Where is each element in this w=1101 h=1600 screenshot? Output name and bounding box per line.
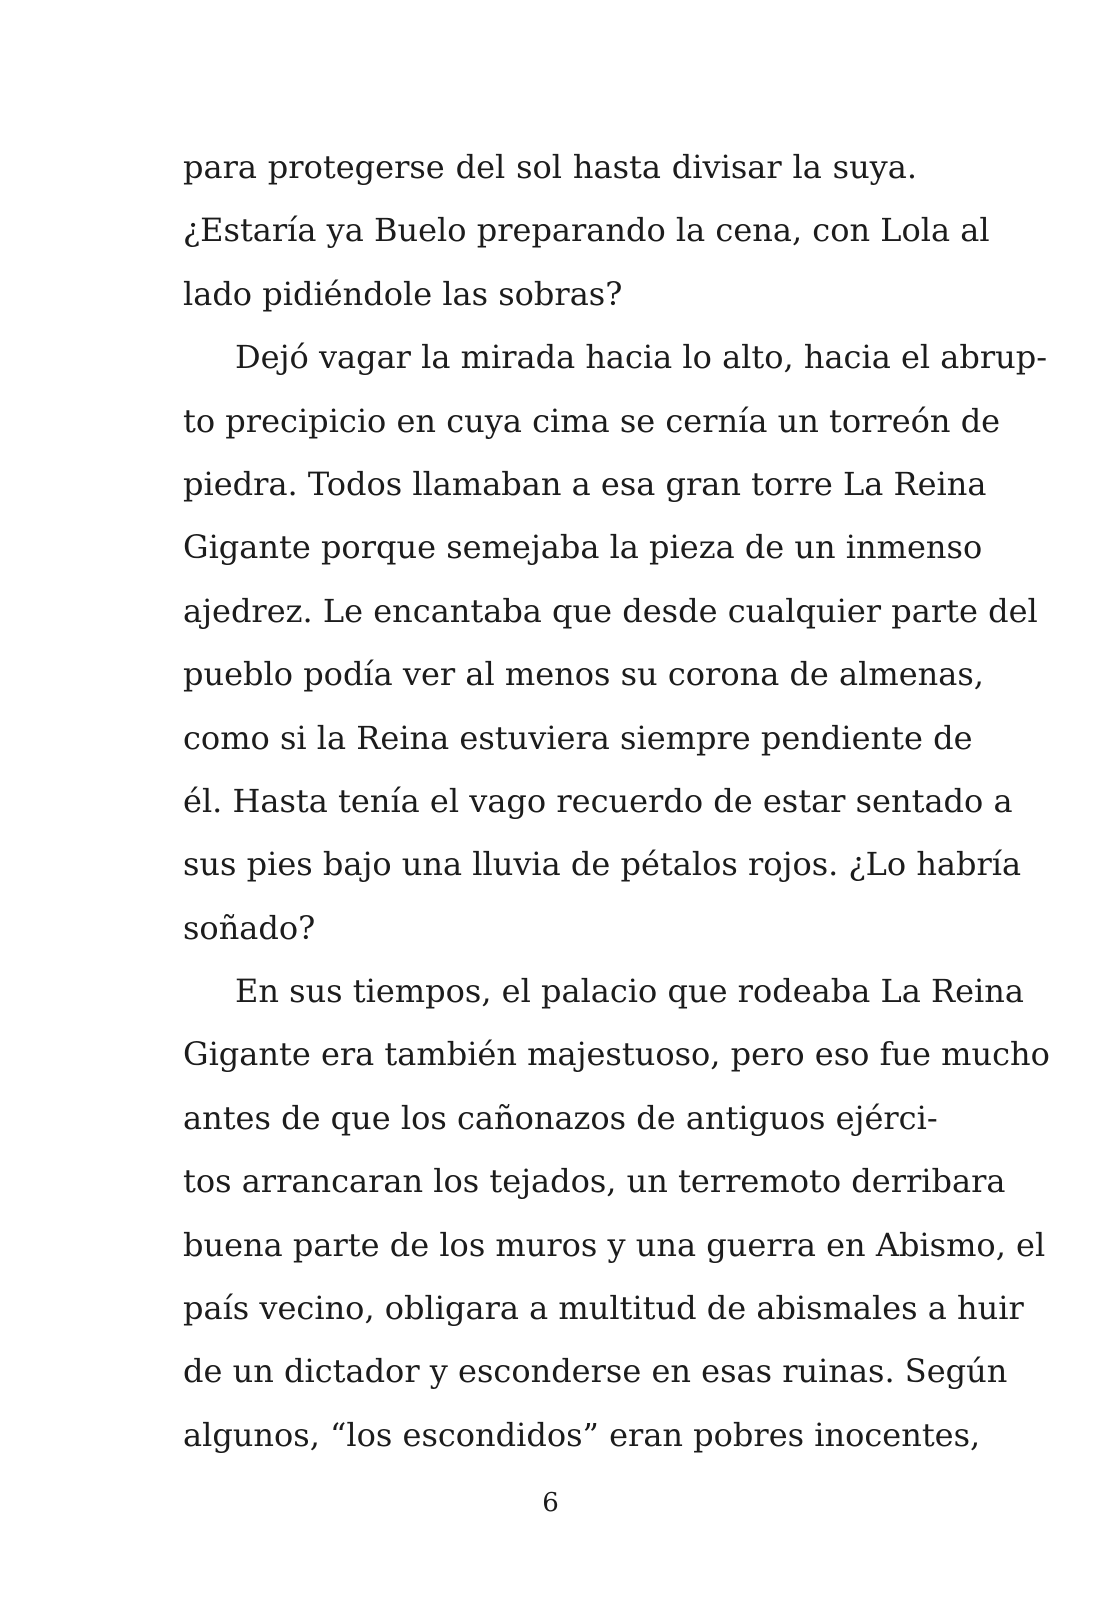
text-line: ¿Estaría ya Buelo preparando la cena, con Lola al [183,211,990,250]
text-line: pueblo podía ver al menos su corona de almenas, [183,655,984,694]
text-line: Gigante era también majestuoso, pero eso fue mucho [183,1035,1050,1074]
text-line: En sus tiempos, el palacio que rodeaba La Reina [235,972,1024,1011]
text-line: soñado? [183,908,316,947]
text-line: sus pies bajo una lluvia de pétalos rojos. ¿Lo habría [183,845,1022,884]
text-line: tos arrancaran los tejados, un terremoto derribara [183,1162,1006,1201]
text-line: antes de que los cañonazos de antiguos ejérci- [183,1098,938,1137]
text-line: buena parte de los muros y una guerra en Abismo, el [183,1225,1046,1264]
text-line: algunos, “los escondidos” eran pobres inocentes, [183,1415,981,1454]
text-line: piedra. Todos llamaban a esa gran torre La Reina [183,464,987,503]
text-line: to precipicio en cuya cima se cernía un torreón de [183,401,1001,440]
body-text [183,136,1050,1467]
page-number: 6 [542,1488,559,1518]
text-line: de un dictador y esconderse en esas ruinas. Según [183,1352,1008,1391]
text-line: como si la Reina estuviera siempre pendiente de [183,718,973,757]
text-line: él. Hasta tenía el vago recuerdo de estar sentado a [183,781,1013,820]
text-line: ajedrez. Le encantaba que desde cualquier parte del [183,591,1038,630]
text-line: país vecino, obligara a multitud de abismales a huir [183,1289,1024,1328]
text-line: Gigante porque semejaba la pieza de un inmenso [183,528,983,567]
text-line: para protegerse del sol hasta divisar la suya. [183,148,917,186]
text-line: Dejó vagar la mirada hacia lo alto, hacia el abrup- [235,338,1048,377]
text-line: lado pidiéndole las sobras? [183,274,623,313]
